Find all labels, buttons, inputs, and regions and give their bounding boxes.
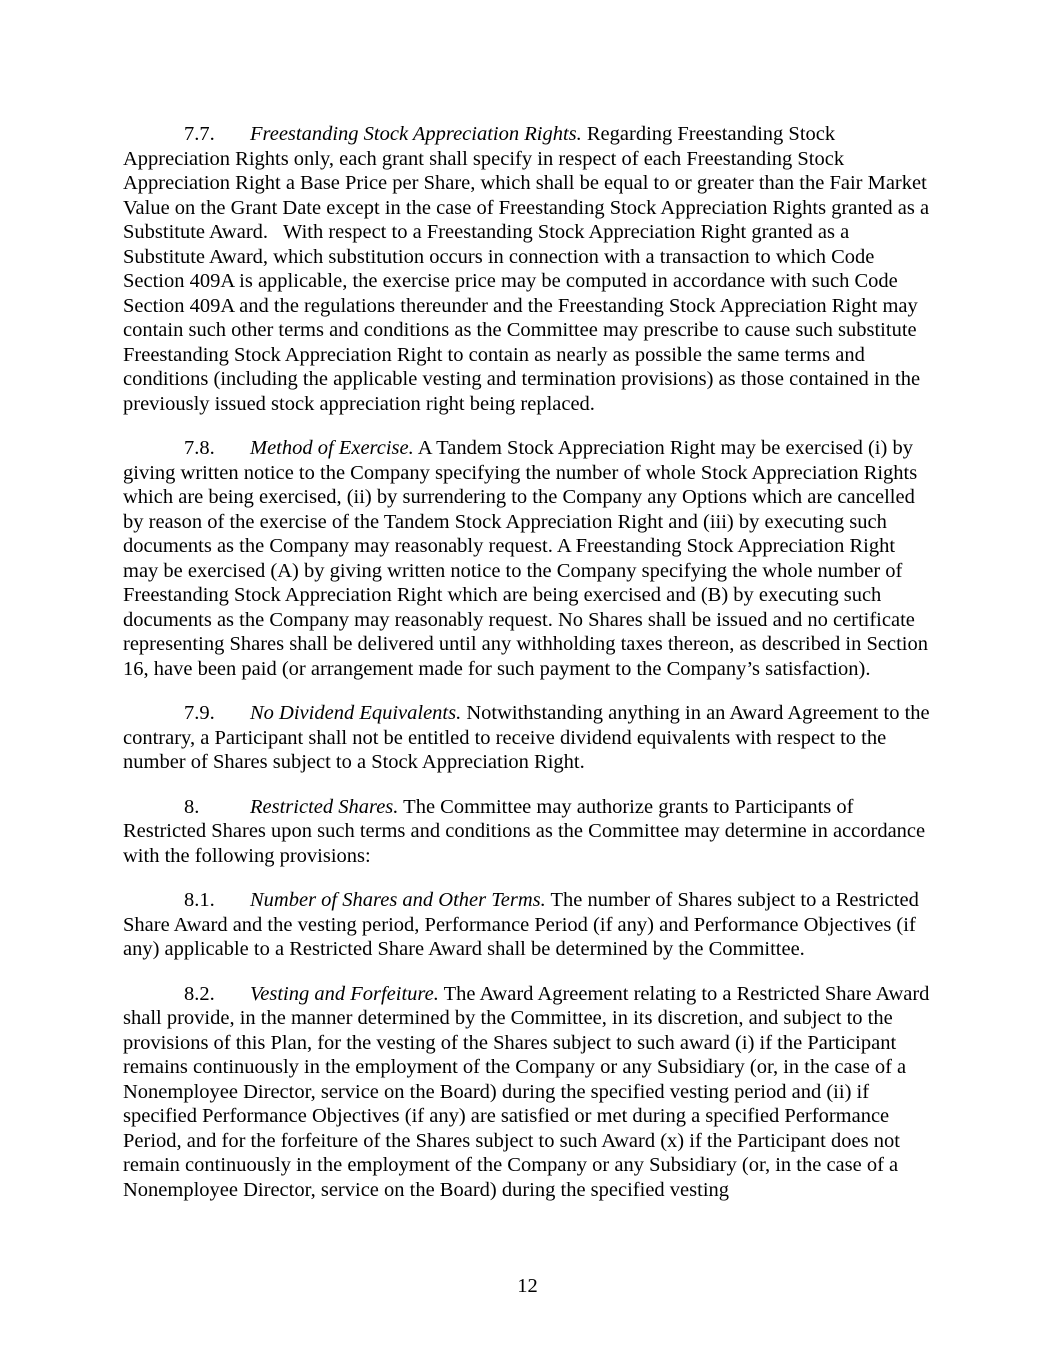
paragraph <box>123 982 932 1203</box>
section-title: No Dividend Equivalents. <box>250 702 462 724</box>
section-body: Regarding Freestanding Stock Appreciation Rights only, each grant shall specify in respect of each Freestanding Stock Appreciation Right a Base Price per Share, which shall be equal to or greater than the Fair Market Value on the Grant Date except in the case of Freestanding Stock Appreciation Rights granted as a Substitute Award. With respect to a Freestanding Stock Appreciation Right granted as a Substitute Award, which substitution occurs in connection with a transaction to which Code Section 409A is applicable, the exercise price may be computed in accordance with such Code Section 409A and the regulations thereunder and the Freestanding Stock Appreciation Right may contain such other terms and conditions as the Committee may prescribe to cause such substitute Freestanding Stock Appreciation Right to contain as nearly as possible the same terms and conditions (including the applicable vesting and termination provisions) as those contained in the previously issued stock appreciation right being replaced. <box>123 123 930 415</box>
section-number: 7.9. <box>184 702 215 724</box>
section-body: Notwithstanding anything in an Award Agreement to the contrary, a Participant shall not be entitled to receive dividend equivalents with respect to the number of Shares subject to a Stock Appreciation Right. <box>123 702 930 773</box>
section-title: Number of Shares and Other Terms. <box>250 889 546 911</box>
section-title: Method of Exercise. <box>250 437 414 459</box>
section-title: Restricted Shares. <box>250 795 399 818</box>
section-body: A Tandem Stock Appreciation Right may be exercised (i) by giving written notice to the Company specifying the number of whole Stock Appreciation Rights which are being exercised, (ii) by surrendering to the Company any Options which are cancelled by reason of the exercise of the Tandem Stock Appreciation Right and (iii) by executing such documents as the Company may reasonably request. A Freestanding Stock Appreciation Right may be exercised (A) by giving written notice to the Company specifying the whole number of Freestanding Stock Appreciation Right which are being exercised and (B) by executing such documents as the Company may reasonably request. No Shares shall be issued and no certificate representing Shares shall be delivered until any withholding taxes thereon, as described in Section 16, have been paid (or arrangement made for such payment to the Company’s satisfaction). <box>123 437 928 680</box>
section-title: Vesting and Forfeiture. <box>250 982 439 1005</box>
paragraph <box>123 122 932 416</box>
section-number: 8.2. <box>184 982 215 1005</box>
paragraph <box>123 888 932 962</box>
paragraph <box>123 436 932 681</box>
section-number: 8. <box>184 795 200 818</box>
section-body: The Committee may authorize grants to Participants of Restricted Shares upon such terms and conditions as the Committee may determine in accordance with the following provisions: <box>123 795 926 867</box>
section-number: 7.8. <box>184 437 215 459</box>
paragraph <box>123 701 932 775</box>
paragraph <box>123 795 932 869</box>
page-number: 12 <box>517 1275 538 1297</box>
section-title: Freestanding Stock Appreciation Rights. <box>250 123 582 145</box>
section-body: The number of Shares subject to a Restricted Share Award and the vesting period, Performance Period (if any) and Performance Objectives (if any) applicable to a Restricted Share Award shall be determined by the Committee. <box>123 889 919 960</box>
section-number: 8.1. <box>184 889 215 911</box>
document-body <box>123 122 932 1222</box>
section-body: The Award Agreement relating to a Restricted Share Award shall provide, in the manner determined by the Committee, in its discretion, and subject to the provisions of this Plan, for the vesting of the Shares subject to such award (i) if the Participant remains continuously in the employment of the Company or any Subsidiary (or, in the case of a Nonemployee Director, service on the Board) during the specified vesting period and (ii) if specified Performance Objectives (if any) are satisfied or met during a specified Performance Period, and for the forfeiture of the Shares subject to such Award (x) if the Participant does not remain continuously in the employment of the Company or any Subsidiary (or, in the case of a Nonemployee Director, service on the Board) during the specified vesting <box>123 982 930 1201</box>
section-number: 7.7. <box>184 123 215 145</box>
